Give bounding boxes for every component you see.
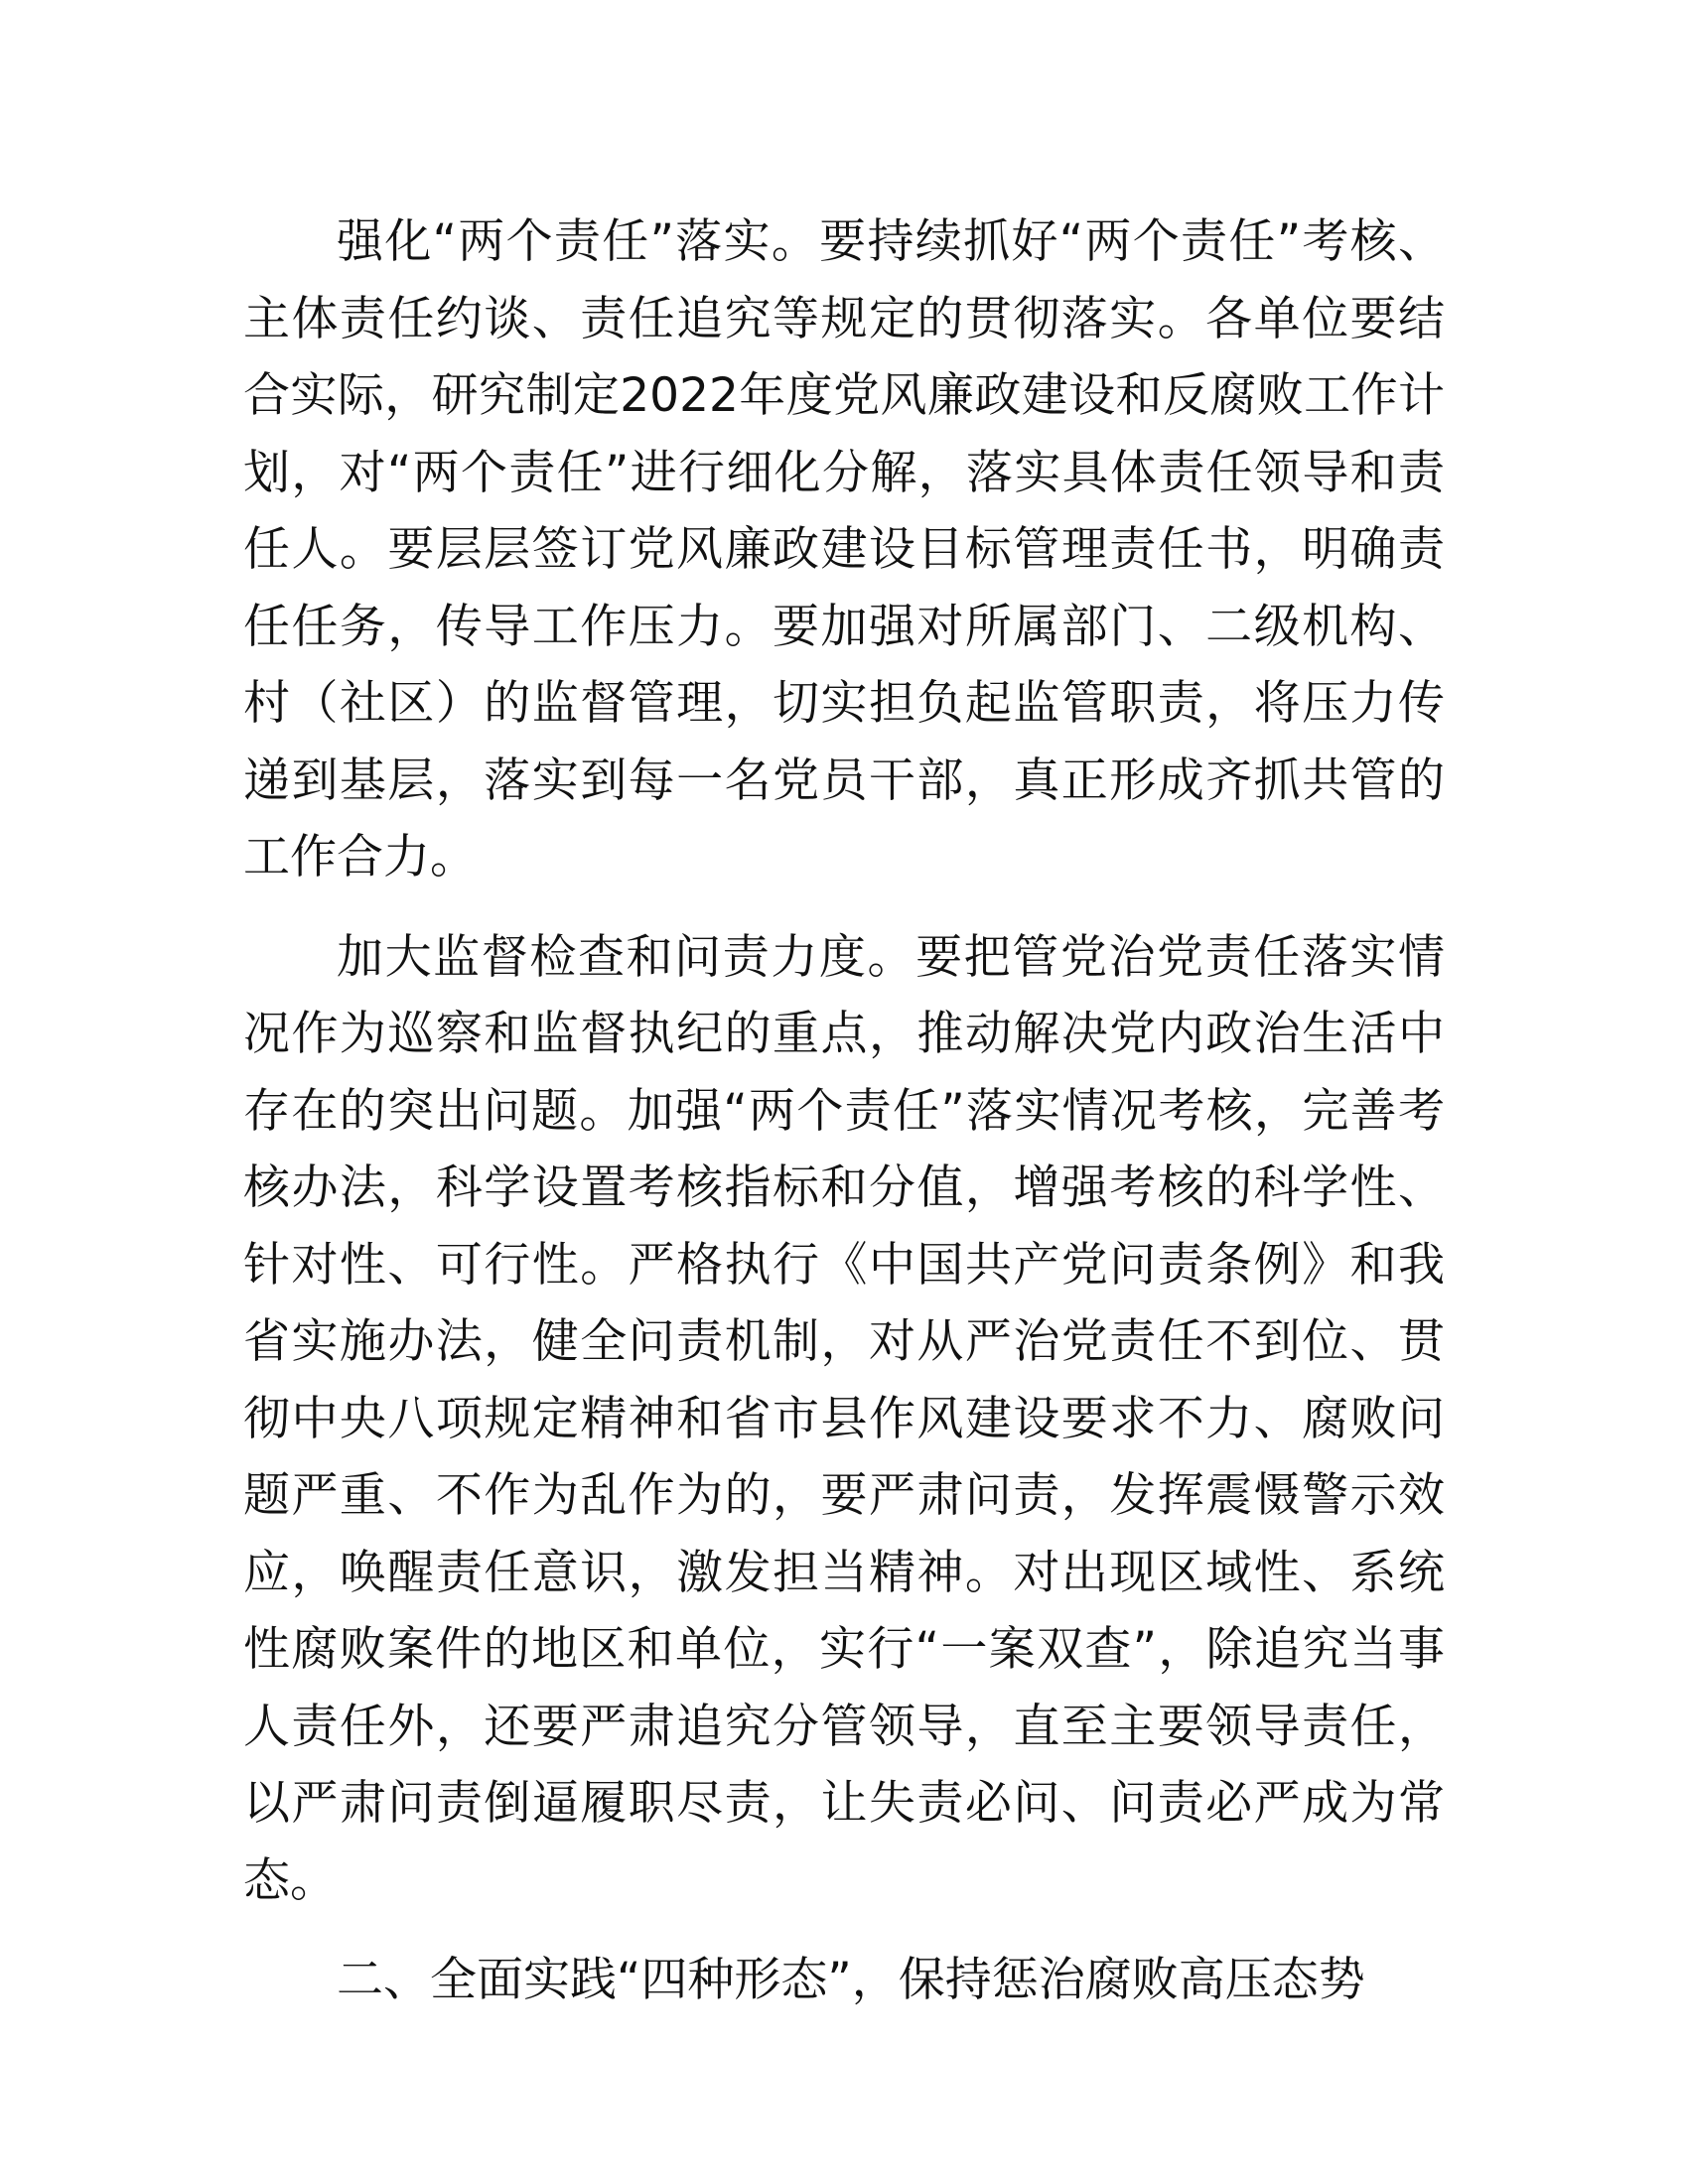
paragraph-supervision-accountability: 加大监督检查和问责力度。要把管党治党责任落实情况作为巡察和监督执纪的重点，推动解决党内政治生活中存在的突出问题。加强“两个责任”落实情况考核，完善考核办法，科学设置考核指标和分值，增强考核的科学性、针对性、可行性。严格执行《中国共产党问责条例》和我省实施办法，健全问责机制，对从严治党责任不到位、贯彻中央八项规定精神和省市县作风建设要求不力、腐败问题严重、不作为乱作为的，要严肃问责，发挥震慑警示效应，唤醒责任意识，激发担当精神。对出现区域性、系统性腐败案件的地区和单位，实行“一案双查”，除追究当事人责任外，还要严肃追究分管领导，直至主要领导责任，以严肃问责倒逼履职尽责，让失责必问、问责必严成为常态。 [243, 929, 1445, 1908]
paragraph-two-responsibilities: 强化“两个责任”落实。要持续抓好“两个责任”考核、主体责任约谈、责任追究等规定的贯彻落实。各单位要结合实际，研究制定2022年度党风廉政建设和反腐败工作计划，对“两个责任”进行细化分解，落实具体责任领导和责任人。要层层签订党风廉政建设目标管理责任书，明确责任任务，传导工作压力。要加强对所属部门、二级机构、村（社区）的监督管理，切实担负起监管职责，将压力传递到基层，落实到每一名党员干部，真正形成齐抓共管的工作合力。 [243, 214, 1445, 885]
document-page [243, 204, 1445, 2019]
section-heading: 二、全面实践“四种形态”，保持惩治腐败高压态势 [337, 1953, 1365, 2007]
